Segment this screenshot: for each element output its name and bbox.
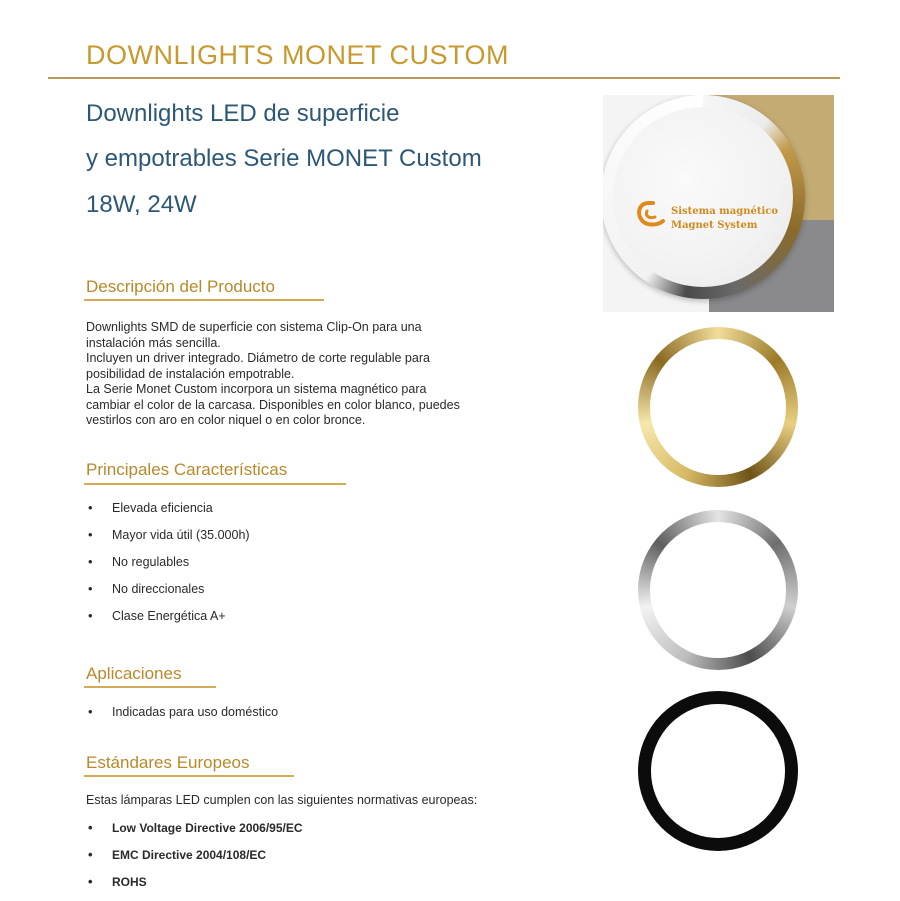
standards-intro: Estas lámparas LED cumplen con las siguientes normativas europeas: bbox=[86, 793, 478, 807]
applications-heading: Aplicaciones bbox=[86, 664, 182, 683]
product-photo bbox=[603, 95, 834, 312]
standards-underline bbox=[84, 775, 294, 777]
features-list bbox=[86, 500, 250, 635]
list-item: • EMC Directive 2004/108/EC bbox=[86, 847, 303, 874]
features-heading: Principales Características bbox=[86, 460, 288, 479]
description-heading: Descripción del Producto bbox=[86, 277, 275, 296]
description-text bbox=[86, 320, 566, 429]
ring-gold bbox=[638, 327, 798, 487]
description-line: posibilidad de instalación empotrable. bbox=[86, 366, 295, 381]
standards-heading: Estándares Europeos bbox=[86, 753, 250, 772]
description-line: instalación más sencilla. bbox=[86, 335, 221, 350]
list-item: • Elevada eficiencia bbox=[86, 500, 250, 527]
description-line: Downlights SMD de superficie con sistema Clip-On para una bbox=[86, 320, 422, 334]
ring-nickel bbox=[638, 510, 798, 670]
description-line: vestirlos con aro en color niquel o en color bronce. bbox=[86, 413, 366, 427]
description-line: Incluyen un driver integrado. Diámetro de corte regulable para bbox=[86, 351, 430, 365]
subtitle-line-1: Downlights LED de superficie bbox=[86, 100, 400, 127]
header-divider bbox=[48, 77, 840, 79]
list-item: • Mayor vida útil (35.000h) bbox=[86, 527, 250, 554]
list-item: • Low Voltage Directive 2006/95/EC bbox=[86, 820, 303, 847]
list-item: • ROHS bbox=[86, 874, 303, 901]
description-underline bbox=[84, 299, 324, 301]
downlight-panel bbox=[603, 95, 805, 299]
magnet-caption-line-1: Sistema magnético bbox=[671, 206, 779, 217]
list-item: • No regulables bbox=[86, 554, 250, 581]
list-item: • Clase Energética A+ bbox=[86, 608, 250, 635]
ring-black bbox=[638, 691, 798, 851]
applications-underline bbox=[84, 686, 216, 688]
description-line: cambiar el color de la carcasa. Disponibles en color blanco, puedes bbox=[86, 397, 460, 412]
standards-list bbox=[86, 820, 303, 901]
subtitle-line-3: 18W, 24W bbox=[86, 191, 197, 218]
page-header-title: DOWNLIGHTS MONET CUSTOM bbox=[86, 40, 510, 70]
magnet-icon bbox=[635, 199, 669, 229]
description-line: La Serie Monet Custom incorpora un sistema magnético para bbox=[86, 382, 427, 396]
applications-list bbox=[86, 704, 278, 731]
magnet-caption-line-2: Magnet System bbox=[671, 220, 758, 231]
magnet-caption bbox=[671, 205, 778, 233]
list-item: • No direccionales bbox=[86, 581, 250, 608]
features-underline bbox=[84, 483, 346, 485]
list-item: • Indicadas para uso doméstico bbox=[86, 704, 278, 731]
subtitle-line-2: y empotrables Serie MONET Custom bbox=[86, 145, 482, 172]
